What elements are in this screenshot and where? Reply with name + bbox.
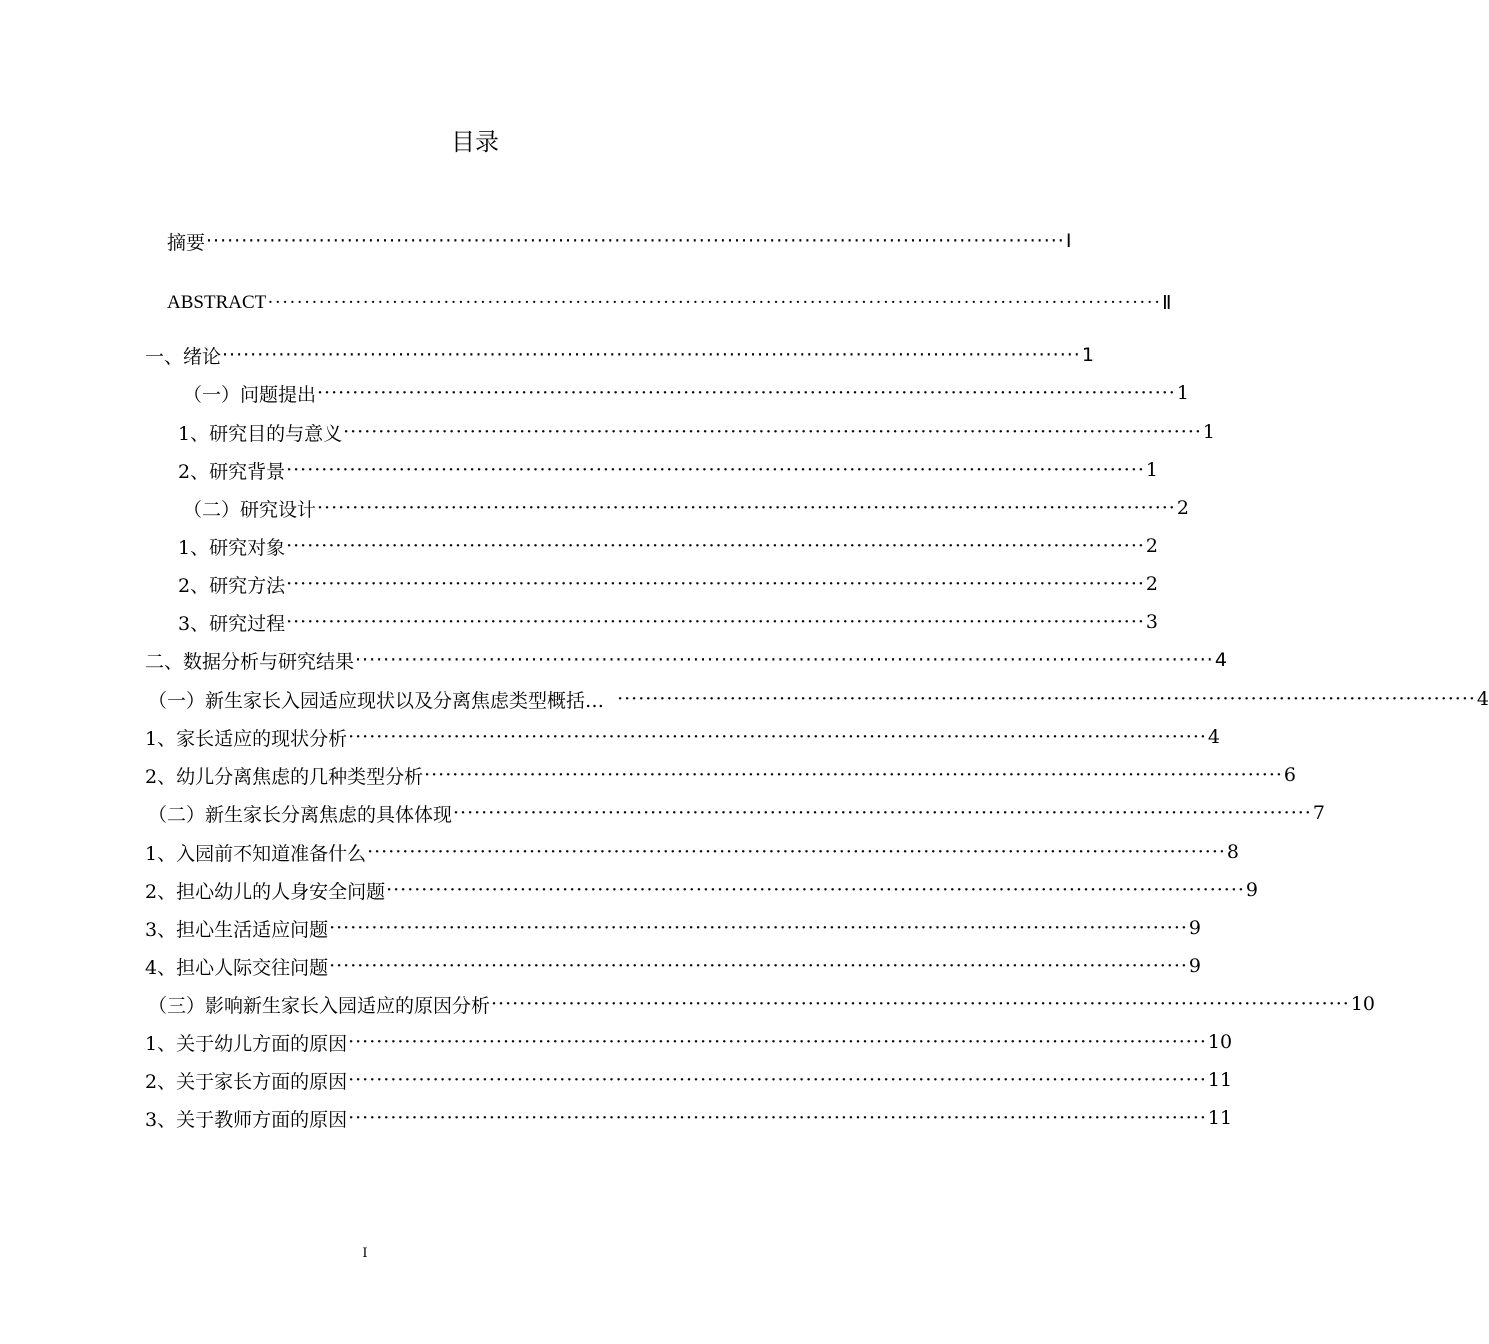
toc-entry-page: 1 [1081, 344, 1094, 366]
toc-entry-item-2-2-2[interactable] [145, 875, 1259, 905]
toc-entry-label: （三）影响新生家长入园适应的原因分析 [148, 994, 491, 1017]
toc-leader-dots: ·························································································································· [329, 917, 1188, 939]
toc-entry-section-1-1[interactable] [183, 378, 1189, 408]
toc-entry-page: 4 [1476, 688, 1489, 710]
toc-leader-dots: ·························································································································· [286, 611, 1145, 633]
toc-entry-page: 7 [1312, 802, 1325, 824]
toc-entry-section-1-2[interactable] [183, 493, 1189, 523]
toc-entry-section-2-2[interactable] [148, 798, 1325, 828]
toc-entry-page: Ⅱ [1162, 292, 1172, 314]
toc-entry-label: 2、研究背景 [178, 460, 286, 483]
toc-leader-dots: ·························································································································· [348, 726, 1207, 748]
toc-entry-page: 11 [1207, 1107, 1233, 1129]
toc-entry-page: 1 [1145, 459, 1159, 481]
toc-entry-item-2-3-2[interactable] [145, 1065, 1233, 1095]
toc-entry-item-2-1-2[interactable] [145, 760, 1297, 790]
toc-entry-page: 9 [1245, 879, 1259, 901]
toc-entry-label: 3、担心生活适应问题 [145, 918, 329, 941]
toc-leader-dots: ·························································································································· [286, 459, 1145, 481]
toc-leader-dots: ·························································································································· [317, 382, 1176, 404]
toc-entry-page: 4 [1214, 649, 1227, 671]
toc-entry-item-2-3-1[interactable] [145, 1027, 1233, 1057]
toc-entry-label: 2、关于家长方面的原因 [145, 1070, 348, 1093]
toc-entry-label: 1、入园前不知道准备什么 [145, 842, 367, 865]
toc-title: 目录 [451, 128, 499, 156]
toc-leader-dots: ·························································································································· [222, 344, 1081, 366]
toc-leader-dots: ·························································································································· [348, 1069, 1207, 1091]
toc-entry-abstract-cn[interactable] [167, 226, 1072, 256]
toc-entry-page: 2 [1145, 573, 1159, 595]
toc-entry-item-2-1-1[interactable] [145, 722, 1221, 752]
toc-entry-page: Ⅰ [1065, 230, 1072, 252]
toc-entry-section-2-1[interactable] [148, 684, 1489, 714]
toc-entry-page: 9 [1188, 955, 1202, 977]
toc-leader-dots: ·························································································································· [286, 535, 1145, 557]
toc-entry-label: 1、研究对象 [178, 536, 286, 559]
toc-leader-dots: ·························································································································· [453, 802, 1312, 824]
toc-entry-item-1-2-2[interactable] [178, 569, 1159, 599]
toc-entry-item-2-3-3[interactable] [145, 1103, 1233, 1133]
toc-entry-chapter-1[interactable] [145, 340, 1094, 370]
toc-leader-dots: ·························································································································· [329, 955, 1188, 977]
toc-leader-dots: ·························································································································· [367, 841, 1226, 863]
toc-leader-dots: ·························································································································· [355, 649, 1214, 671]
toc-entry-page: 9 [1188, 917, 1202, 939]
toc-entry-item-2-2-4[interactable] [145, 951, 1202, 981]
toc-entry-label: （二）新生家长分离焦虑的具体体现 [148, 803, 453, 826]
toc-leader-dots: ·························································································································· [343, 421, 1202, 443]
toc-entry-label: 3、关于教师方面的原因 [145, 1108, 348, 1131]
toc-entry-item-1-1-1[interactable] [178, 417, 1216, 447]
toc-entry-label: （一）新生家长入园适应现状以及分离焦虑类型概括… [148, 689, 617, 712]
toc-leader-dots: ·························································································································· [348, 1031, 1207, 1053]
toc-leader-dots: ·························································································································· [206, 230, 1065, 252]
toc-entry-page: 2 [1145, 535, 1159, 557]
toc-entry-label: 1、研究目的与意义 [178, 422, 343, 445]
toc-entry-page: 8 [1226, 841, 1240, 863]
toc-entry-label: 1、家长适应的现状分析 [145, 727, 348, 750]
toc-entry-label: 1、关于幼儿方面的原因 [145, 1032, 348, 1055]
toc-entry-label: （一）问题提出 [183, 383, 317, 406]
toc-leader-dots: ·························································································································· [348, 1107, 1207, 1129]
page-number-footer: I [362, 1246, 368, 1261]
toc-leader-dots: ·························································································································· [317, 497, 1176, 519]
toc-entry-label: 一、绪论 [145, 345, 222, 368]
toc-entry-page: 4 [1207, 726, 1221, 748]
toc-entry-label: 4、担心人际交往问题 [145, 956, 329, 979]
toc-entry-label: ABSTRACT [167, 292, 267, 313]
toc-entry-section-2-3[interactable] [148, 989, 1376, 1019]
toc-entry-label: 2、研究方法 [178, 574, 286, 597]
toc-entry-item-2-2-3[interactable] [145, 913, 1202, 943]
toc-entry-page: 2 [1176, 497, 1189, 519]
toc-entry-page: 1 [1176, 382, 1189, 404]
toc-entry-page: 1 [1202, 421, 1216, 443]
toc-leader-dots: ·························································································································· [617, 688, 1476, 710]
toc-leader-dots: ·························································································································· [386, 879, 1245, 901]
toc-entry-page: 3 [1145, 611, 1159, 633]
toc-entry-page: 11 [1207, 1069, 1233, 1091]
toc-entry-label: 摘要 [167, 231, 206, 254]
toc-entry-abstract-en[interactable] [167, 288, 1172, 318]
toc-entry-label: （二）研究设计 [183, 498, 317, 521]
toc-entry-page: 6 [1283, 764, 1297, 786]
toc-leader-dots: ·························································································································· [424, 764, 1283, 786]
toc-leader-dots: ·························································································································· [267, 292, 1162, 313]
toc-entry-item-1-1-2[interactable] [178, 455, 1159, 485]
toc-entry-item-2-2-1[interactable] [145, 837, 1240, 867]
toc-entry-label: 2、幼儿分离焦虑的几种类型分析 [145, 765, 424, 788]
toc-entry-page: 10 [1207, 1031, 1233, 1053]
toc-entry-item-1-2-1[interactable] [178, 531, 1159, 561]
toc-entry-item-1-2-3[interactable] [178, 607, 1159, 637]
toc-entry-label: 3、研究过程 [178, 612, 286, 635]
toc-entry-page: 10 [1350, 993, 1376, 1015]
toc-entry-label: 2、担心幼儿的人身安全问题 [145, 880, 386, 903]
toc-leader-dots: ·························································································································· [491, 993, 1350, 1015]
toc-entry-chapter-2[interactable] [145, 645, 1227, 675]
toc-leader-dots: ·························································································································· [286, 573, 1145, 595]
toc-entry-label: 二、数据分析与研究结果 [145, 650, 355, 673]
